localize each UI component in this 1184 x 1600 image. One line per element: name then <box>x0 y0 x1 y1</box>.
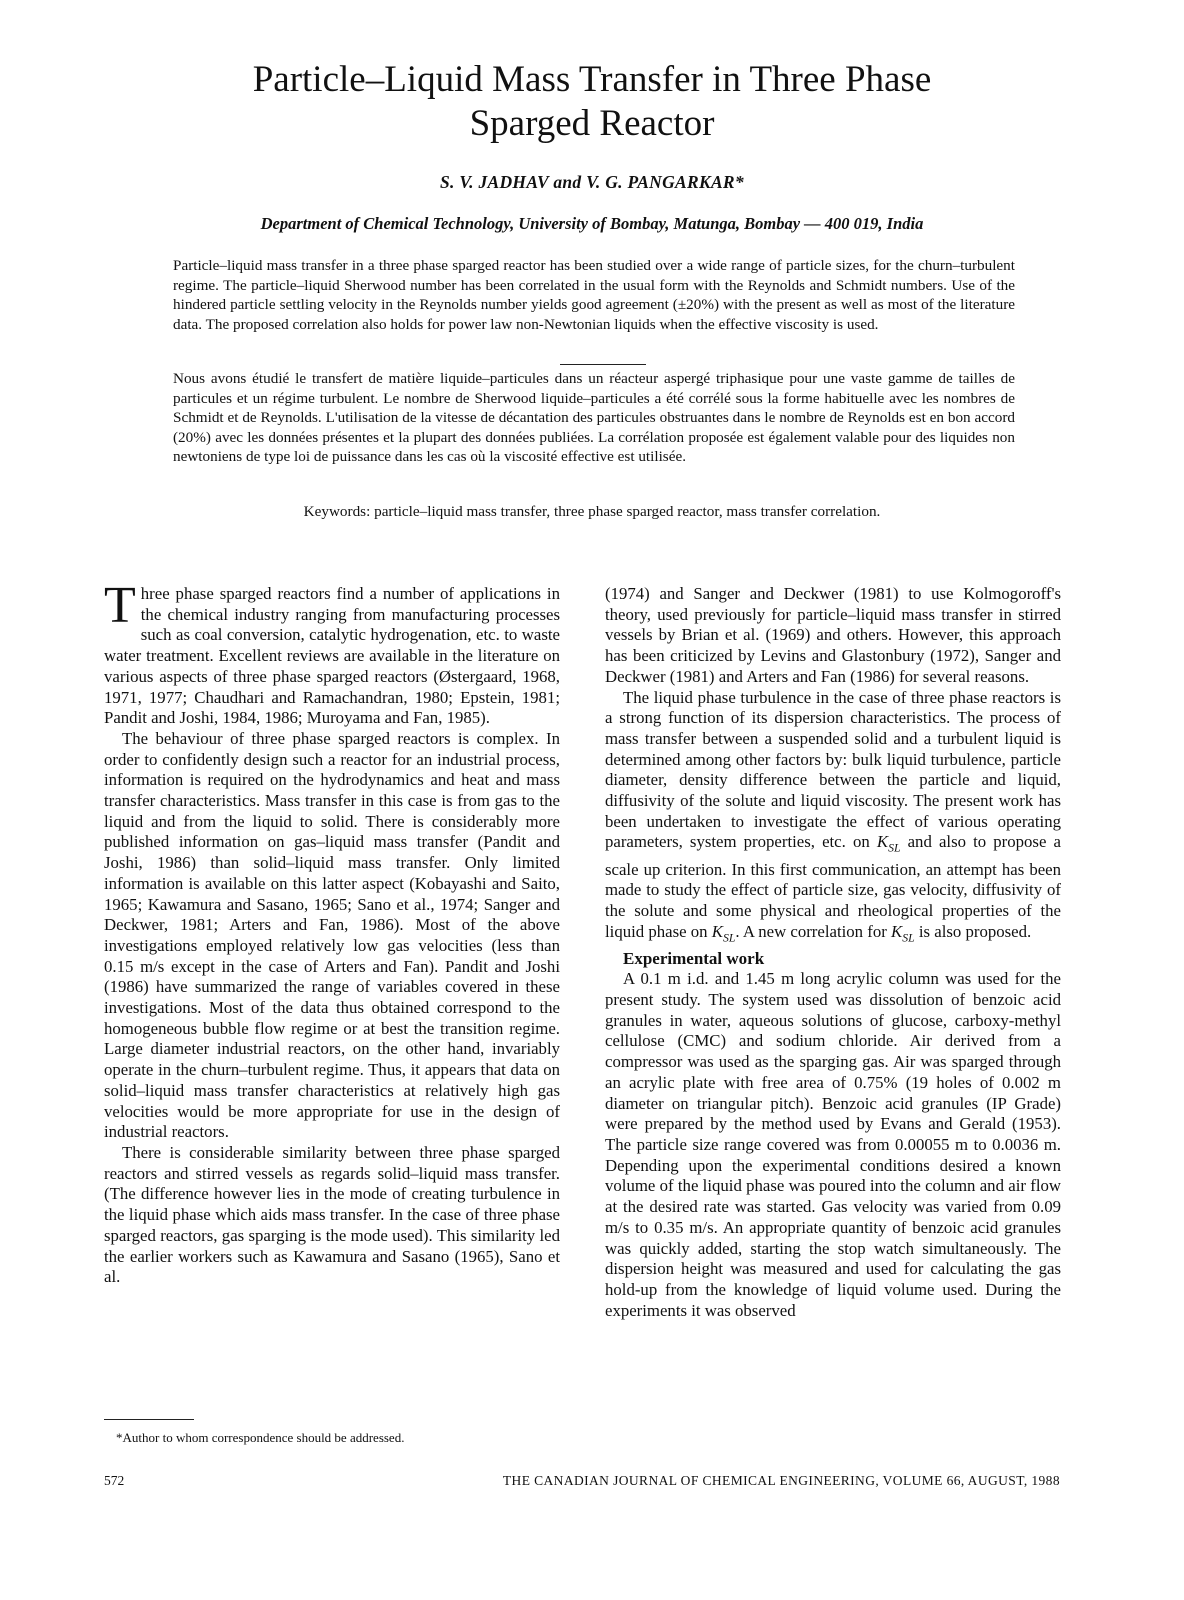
turbulence-text-d: is also proposed. <box>918 921 1032 941</box>
keywords: Keywords: particle–liquid mass transfer, three phase sparged reactor, mass transfer correlation. <box>303 503 881 520</box>
paragraph-intro <box>104 577 560 729</box>
page-number: 572 <box>104 1473 125 1488</box>
paragraph-similarity: There is considerable similarity between three phase sparged reactors and stirred vessels as regards solid–liquid mass transfer. (The difference however lies in the mode of creating turbulence in the liquid phase which aids mass transfer. In the case of three phase sparged reactors, gas sparging is the mode used). This similarity led the earlier workers such as Kawamura and Sasano (1965), Sano et al. <box>104 1142 560 1287</box>
turbulence-text-b: and also to propose a scale up criterion. In this first communication, an attempt has been made to study the effect of particle size, gas velocity, diffusivity of the solute and some physical and rheological properties of the liquid phase on <box>605 832 1061 941</box>
paragraph-continued: (1974) and Sanger and Deckwer (1981) to use Kolmogoroff's theory, used previously for particle–liquid mass transfer in stirred vessels by Brian et al. (1969) and others. However, this approach has been criticized by Levins and Glastonbury (1972), Sanger and Deckwer (1981) and Arters and Fan (1986) for several reasons. <box>605 584 1061 686</box>
ksl-sub: SL <box>888 841 901 855</box>
ksl-k: K <box>876 832 889 852</box>
paragraph-intro-text: hree phase sparged reactors find a number of applications in the chemical industry ranging from manufacturing processes such as coal conversion, catalytic hydrogenation, etc. to waste water treatment. Excellent reviews are available in the literature on various aspects of three phase sparged reactors (Østergaard, 1968, 1971, 1977; Chaudhari and Ramachandran, 1980; Epstein, 1981; Pandit and Joshi, 1984, 1986; Muroyama and Fan, 1985). <box>104 584 560 728</box>
title-line-1: Particle–Liquid Mass Transfer in Three Phase <box>252 59 932 100</box>
drop-cap: T <box>104 577 136 634</box>
paragraph-turbulence <box>605 688 1061 949</box>
section-heading: Experimental work <box>623 948 765 968</box>
title-line-2: Sparged Reactor <box>469 103 715 144</box>
paper-title <box>100 58 1084 146</box>
ksl-sub: SL <box>902 930 915 944</box>
paragraph-behaviour: The behaviour of three phase sparged reactors is complex. In order to confidently design such a reactor for an industrial process, information is required on the hydrodynamics and heat and mass transfer characteristics. Mass transfer in this case is from gas to the liquid and from the liquid to solid. There is considerably more published information on gas–liquid mass transfer (Pandit and Joshi, 1986) than solid–liquid mass transfer. Only limited information is available on this latter aspect (Kobayashi and Saito, 1965; Kawamura and Sasano, 1965; Sano et al., 1974; Sanger and Deckwer, 1981; Arters and Fan, 1986). Most of the above investigations employed relatively low gas velocities (less than 0.15 m/s except in the case of Arters and Fan). Pandit and Joshi (1986) have summarized the range of variables covered in these investigations. Most of the data thus obtained correspond to the homogeneous bubble flow regime or at best the transition regime. Large diameter industrial reactors, on the other hand, invariably operate in the churn–turbulent regime. Thus, it appears that data on solid–liquid mass transfer characteristics at relatively high gas velocities would be more appropriate for use in the design of industrial reactors. <box>104 728 560 1142</box>
footnote-rule <box>104 1419 194 1420</box>
ksl-k: K <box>891 921 903 941</box>
turbulence-text-a: The liquid phase turbulence in the case of three phase reactors is a strong function of its dispersion characteristics. The process of mass transfer between a suspended solid and a turbulent liquid is determined among other factors by: bulk liquid turbulence, particle diameter, density difference between the particle and liquid, diffusivity of the solute and liquid viscosity. The present work has been undertaken to investigate the effect of various operating parameters, system properties, etc. on <box>605 687 1061 852</box>
affiliation: Department of Chemical Technology, University of Bombay, Matunga, Bombay — 400 019, India <box>260 214 924 233</box>
body-column-left <box>104 577 560 1288</box>
abstract-divider <box>560 364 646 365</box>
paragraph-experimental: A 0.1 m i.d. and 1.45 m long acrylic column was used for the present study. The system used was dissolution of benzoic acid granules in water, aqueous solutions of glucose, carboxy-methyl cellulose (CMC) and sodium chloride. Air derived from a compressor was used as the sparging gas. Air was sparged through an acrylic plate with free area of 0.75% (19 holes of 0.002 m diameter on triangular pitch). Benzoic acid granules (IP Grade) were prepared by the method used by Evans and Gerald (1953). The particle size range covered was from 0.00055 m to 0.0036 m. Depending upon the experimental conditions desired a known volume of the liquid phase was poured into the column and air flow at the desired rate was started. Gas velocity was varied from 0.09 m/s to 0.35 m/s. An appropriate quantity of benzoic acid granules was quickly added, starting the stop watch simultaneously. The dispersion height was measured and used for calculating the gas hold-up from the knowledge of liquid volume used. During the experiments it was observed <box>605 969 1061 1320</box>
ksl-symbol <box>711 921 736 944</box>
abstract-french: Nous avons étudié le transfert de matière liquide–particules dans un réacteur aspergé triphasique pour une vaste gamme de tailles de particules et un régime turbulent. Le nombre de Sherwood liquide–particules a été corrélé sous la forme habituelle avec les nombres de Schmidt et de Reynolds. L'utilisation de la vitesse de décantation des particules obstruantes dans le nombre de Reynolds est en bon accord (20%) avec les données présentes et la plupart des données publiées. La corrélation proposée est également valable pour des liquides non newtoniens de type loi de puissance dans les cas où la viscosité effective est utilisée. <box>173 370 1015 466</box>
ksl-symbol <box>876 832 901 855</box>
authors: S. V. JADHAV and V. G. PANGARKAR* <box>440 172 744 192</box>
ksl-k: K <box>711 921 723 941</box>
ksl-sub: SL <box>722 930 736 944</box>
abstract-english: Particle–liquid mass transfer in a three phase sparged reactor has been studied over a wide range of particle sizes, for the churn–turbulent regime. The particle–liquid Sherwood number has been correlated in the usual form with the Reynolds and Schmidt numbers. Use of the hindered particle settling velocity in the Reynolds number yields good agreement (±20%) with the present as well as most of the literature data. The proposed correlation also holds for power law non-Newtonian liquids when the effective viscosity is used. <box>173 257 1015 333</box>
turbulence-text-c: . A new correlation for <box>735 921 887 941</box>
ksl-symbol <box>891 921 915 944</box>
body-column-right <box>605 584 1061 1321</box>
journal-footer: THE CANADIAN JOURNAL OF CHEMICAL ENGINEERING, VOLUME 66, AUGUST, 1988 <box>502 1473 1060 1488</box>
footnote: *Author to whom correspondence should be addressed. <box>116 1430 405 1445</box>
